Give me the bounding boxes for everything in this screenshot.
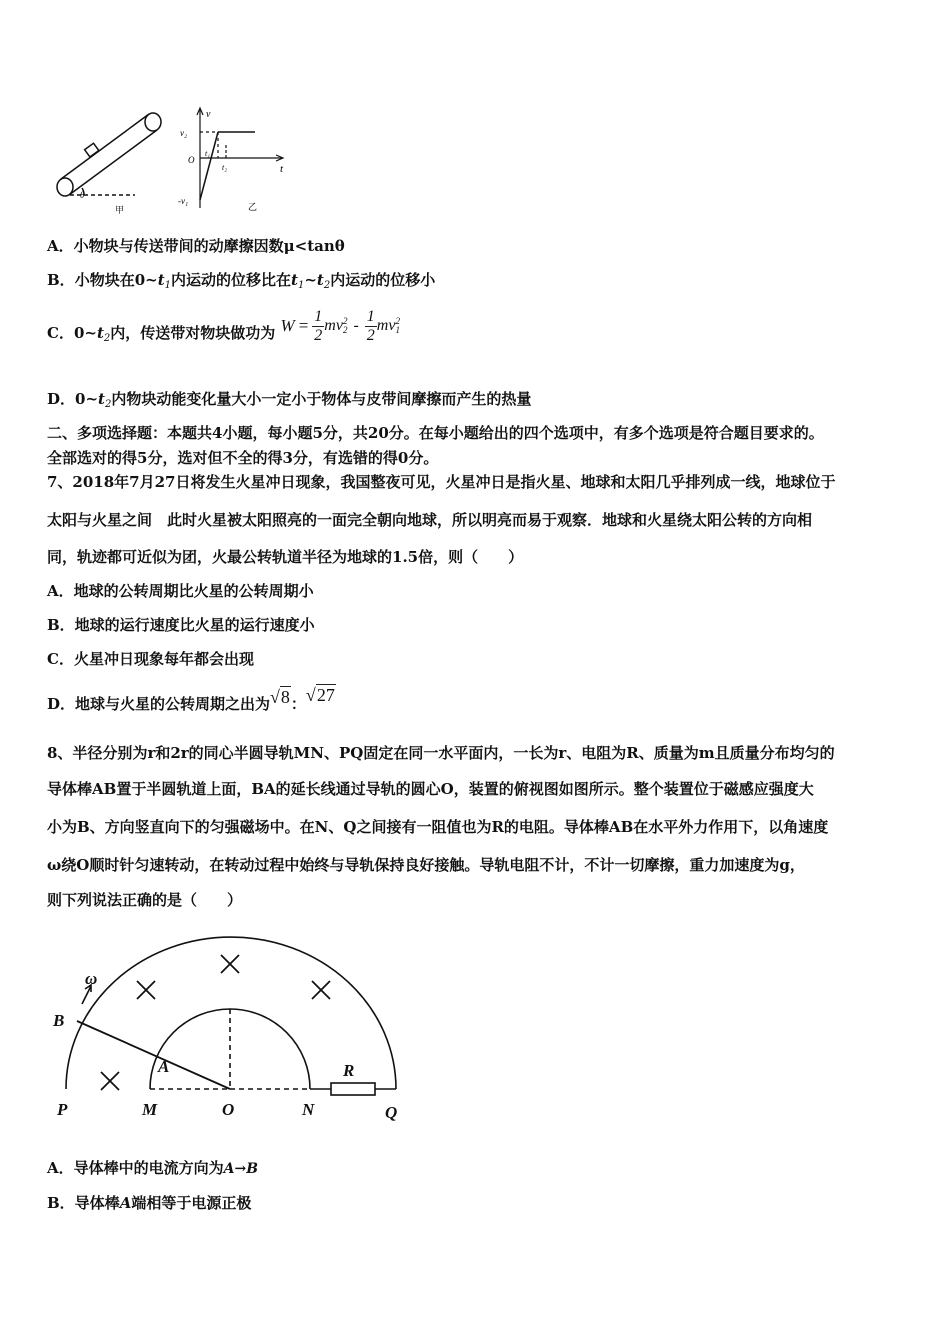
t-axis-label: t	[280, 163, 284, 175]
tilde: ~	[304, 271, 317, 289]
v-axis-label: v	[206, 109, 211, 120]
current-direction: A→B	[223, 1161, 259, 1177]
option-text: 小物块在0~	[74, 271, 158, 289]
option-text: 端相等于电源正极	[131, 1194, 252, 1212]
q6-option-d	[47, 389, 531, 415]
sqrt-27: √27	[305, 685, 335, 705]
subscript: 2	[104, 399, 112, 410]
q8-stem-line1: 8、半径分别为r和2r的同心半圆导轨MN、PQ固定在同一水平面内，一长为r、电阻为R、质量为m且质量分布均匀的	[47, 744, 835, 762]
subscript: 1	[297, 280, 305, 291]
q7-stem-line1: 7、2018年7月27日将发生火星冲日现象，我国整夜可见，火星冲日是指火星、地球和太阳几乎排列成一线，地球位于	[47, 473, 836, 491]
conveyor-figure	[50, 100, 290, 218]
option-text: 小物块与传送带间的动摩擦因数μ<tanθ	[73, 237, 345, 255]
option-text: 内运动的位移小	[330, 271, 436, 289]
sqrt-8: √8	[270, 687, 290, 707]
var-t: t	[316, 271, 324, 289]
magnetic-field-crosses	[101, 955, 330, 1090]
mv-term: mv	[324, 317, 343, 334]
point-q-label: Q	[385, 1103, 398, 1122]
point-o-label: O	[222, 1100, 235, 1119]
option-label: A．	[47, 237, 74, 255]
section-heading-line1: 二、多项选择题：本题共4小题，每小题5分，共20分。在每小题给出的四个选项中，有多个选项是符合题目要求的。	[47, 424, 824, 442]
q6-option-a	[47, 236, 345, 256]
q7-option-c: C．火星冲日现象每年都会出现	[47, 650, 254, 668]
option-text: 0~	[75, 390, 99, 408]
q6-option-c	[47, 307, 400, 359]
point-n-label: N	[302, 1100, 315, 1119]
conveyor-belt	[57, 113, 161, 196]
rails-figure	[45, 922, 415, 1127]
neg-v1-label: -v₁	[178, 196, 189, 206]
work-formula: W = $\frac{1}{2}$ mv 2 2 - $\frac{1}{2}$ mv 2 1	[281, 306, 400, 346]
option-label: B．	[47, 271, 75, 289]
var-w: W	[280, 316, 295, 335]
option-text: D．地球与火星的公转周期之出为	[47, 695, 271, 713]
subscript: 1	[164, 280, 172, 291]
q7-option-d	[47, 685, 336, 714]
figure-b-caption: 乙	[248, 202, 258, 212]
option-text: 内物块动能变化量大小一定小于物体与皮带间摩擦而产生的热量	[111, 390, 532, 408]
q8-option-b	[47, 1193, 251, 1213]
t1-label: t₁	[205, 149, 211, 158]
var-t: t	[98, 390, 105, 408]
option-text: A．导体棒中的电流方向为	[47, 1159, 224, 1177]
subscript: 2	[323, 280, 331, 291]
q8-stem-line4: ω绕O顺时针匀速转动，在转动过程中始终与导轨保持良好接触。导轨电阻不计，不计一切摩擦，重力加速度为g，	[47, 856, 805, 874]
point-m-label: M	[142, 1100, 158, 1119]
resistor-r	[331, 1083, 375, 1095]
figure-a-caption: 甲	[115, 205, 125, 215]
minus-sign: -	[353, 317, 359, 334]
ratio-separator: ：	[290, 695, 306, 713]
var-a: A	[119, 1194, 132, 1212]
conductor-rod-ab	[77, 1021, 230, 1089]
q7-option-b: B．地球的运行速度比火星的运行速度小	[47, 616, 315, 634]
q8-option-a	[47, 1158, 258, 1179]
origin-label: O	[188, 155, 195, 165]
fraction-half: $\frac{1}{2}$	[314, 307, 323, 344]
option-text: 0~	[73, 324, 97, 342]
q8-stem-line3: 小为B、方向竖直向下的匀强磁场中。在N、Q之间接有一阻值也为R的电阻。导体棒AB在水平外力作用下，以角速度	[47, 818, 829, 836]
option-text: 内，传送带对物块做功为	[110, 324, 276, 342]
mv-term: mv	[376, 317, 396, 334]
q7-stem-line3: 同，轨迹都可近似为团，火最公转轨道半径为地球的1.5倍，则（ ）	[47, 548, 524, 566]
option-label: C．	[47, 324, 74, 342]
fraction-half: $\frac{1}{2}$	[366, 307, 375, 344]
t2-label: t₂	[222, 163, 228, 172]
subscript: 2	[103, 333, 111, 344]
q7-stem-line2: 太阳与火星之间 此时火星被太阳照亮的一面完全朝向地球，所以明亮而易于观察．地球和火星绕太阳公转的方向相	[47, 511, 813, 529]
point-a-label: A	[158, 1057, 170, 1076]
var-t: t	[96, 324, 104, 342]
var-t: t	[157, 271, 165, 289]
v2-label: v₂	[180, 128, 188, 138]
resistor-label: R	[343, 1061, 355, 1080]
option-text: 内运动的位移比在	[171, 271, 292, 289]
vt-graph	[197, 108, 283, 208]
q8-stem-line2: 导体棒AB置于半圆轨道上面，BA的延长线通过导轨的圆心O，装置的俯视图如图所示。整个装置位于磁感应强度大	[47, 780, 814, 798]
q7-option-a: A．地球的公转周期比火星的公转周期小	[47, 582, 314, 600]
section-heading-line2: 全部选对的得5分，选对但不全的得3分，有选错的得0分。	[47, 449, 439, 467]
option-text: B．导体棒	[47, 1194, 120, 1212]
point-p-label: P	[57, 1100, 68, 1119]
q8-stem-line5: 则下列说法正确的是（ ）	[47, 891, 243, 909]
equals-sign: =	[298, 316, 309, 335]
point-b-label: B	[53, 1011, 65, 1030]
option-label: D．	[47, 390, 76, 408]
theta-label: θ	[80, 190, 85, 200]
omega-label: ω	[85, 969, 98, 988]
q6-option-b	[47, 270, 435, 296]
var-t: t	[291, 271, 298, 289]
